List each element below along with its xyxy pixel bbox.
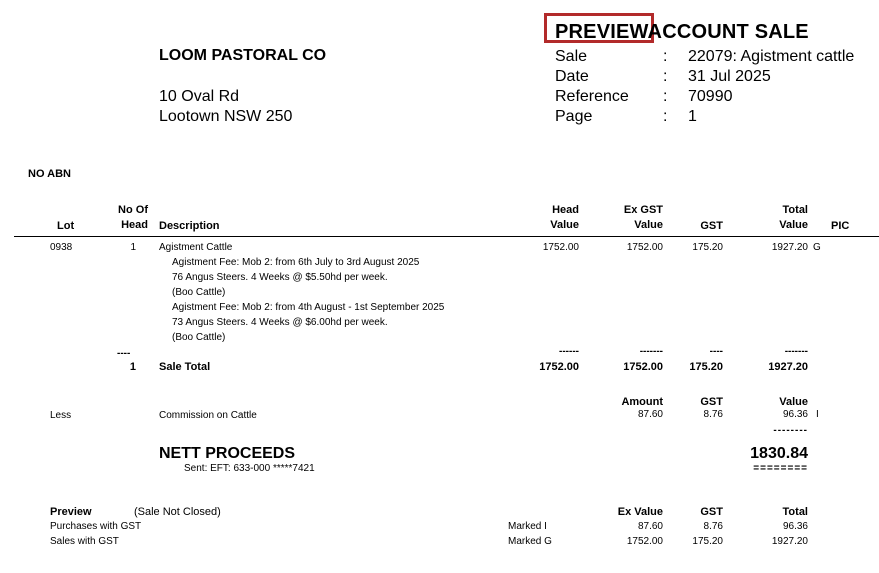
total-gst: 175.20: [689, 361, 723, 373]
less-col-gst: GST: [700, 396, 723, 408]
meta-value-page: 1: [688, 108, 697, 125]
less-gst: 8.76: [703, 409, 723, 420]
dash-ex-gst: -------: [639, 346, 663, 357]
total-head-value: 1752.00: [539, 361, 579, 373]
dash-gst: ----: [709, 346, 723, 357]
preview-word: PREVIEW: [555, 21, 648, 43]
row-head-value: 1752.00: [542, 242, 579, 253]
row-lot: 0938: [50, 242, 73, 253]
col-lot: Lot: [57, 220, 75, 232]
col-ex-gst-1: Ex GST: [623, 204, 663, 216]
meta-label-date: Date: [555, 68, 589, 85]
nett-sent: Sent: EFT: 633-000 *****7421: [184, 463, 315, 474]
summary-row-gst: 175.20: [692, 536, 723, 547]
dash-head-value: ------: [559, 346, 579, 357]
less-value: 96.36: [782, 409, 808, 420]
summary-title: Preview: [50, 506, 92, 518]
summary-row-marked: Marked I: [508, 521, 547, 532]
meta-value-reference: 70990: [688, 88, 733, 105]
title-rest: ACCOUNT SALE: [647, 21, 809, 43]
summary-col-ex-value: Ex Value: [617, 506, 663, 518]
meta-sep: :: [663, 108, 668, 125]
sale-total-label: Sale Total: [159, 361, 211, 373]
summary-row-total: 1927.20: [771, 536, 808, 547]
nett-amount: 1830.84: [750, 445, 808, 462]
col-total-1: Total: [782, 204, 808, 216]
abn-label: NO ABN: [28, 168, 71, 180]
summary-status: (Sale Not Closed): [134, 506, 221, 518]
col-description: Description: [159, 220, 220, 232]
total-total: 1927.20: [768, 361, 808, 373]
summary-col-total: Total: [782, 506, 808, 518]
company-name: LOOM PASTORAL CO: [159, 47, 327, 64]
summary-row-ex-value: 87.60: [637, 521, 663, 532]
summary-row-label: Purchases with GST: [50, 521, 142, 532]
meta-label-reference: Reference: [555, 88, 629, 105]
less-flag: I: [816, 409, 819, 420]
col-pic: PIC: [831, 220, 850, 232]
less-dashes: --------: [773, 425, 808, 436]
meta-value-date: 31 Jul 2025: [688, 68, 771, 85]
nett-label: NETT PROCEEDS: [159, 445, 296, 462]
nett-double-rule: ========: [753, 463, 808, 474]
summary-row-gst: 8.76: [703, 521, 723, 532]
row-description: Agistment Cattle: [159, 242, 233, 253]
address-line-2: Lootown NSW 250: [159, 108, 293, 125]
dash-head: ----: [117, 348, 131, 359]
address-line-1: 10 Oval Rd: [159, 88, 240, 105]
summary-row-total: 96.36: [782, 521, 808, 532]
col-no-of: No Of: [118, 204, 148, 216]
less-label: Less: [50, 410, 72, 421]
col-gst: GST: [700, 220, 723, 232]
detail-line: Agistment Fee: Mob 2: from 4th August - 1st September 2025: [172, 302, 445, 313]
row-ex-gst: 1752.00: [626, 242, 663, 253]
total-ex-gst: 1752.00: [623, 361, 663, 373]
detail-line: (Boo Cattle): [172, 287, 226, 298]
less-description: Commission on Cattle: [159, 410, 257, 421]
detail-line: Agistment Fee: Mob 2: from 6th July to 3rd August 2025: [172, 257, 420, 268]
dash-total: -------: [784, 346, 808, 357]
row-flag: G: [813, 242, 821, 253]
less-amount: 87.60: [637, 409, 663, 420]
meta-sep: :: [663, 88, 668, 105]
col-total-2: Value: [779, 219, 808, 231]
less-col-value: Value: [779, 396, 808, 408]
col-head-value-2: Value: [550, 219, 579, 231]
col-head-value-1: Head: [552, 204, 579, 216]
meta-value-sale: 22079: Agistment cattle: [688, 48, 855, 65]
row-head: 1: [130, 242, 136, 253]
meta-label-sale: Sale: [555, 48, 588, 65]
col-ex-gst-2: Value: [634, 219, 663, 231]
detail-line: (Boo Cattle): [172, 332, 226, 343]
detail-line: 73 Angus Steers. 4 Weeks @ $6.00hd per week.: [172, 317, 388, 328]
col-head: Head: [121, 219, 148, 231]
detail-line: 76 Angus Steers. 4 Weeks @ $5.50hd per week.: [172, 272, 388, 283]
meta-label-page: Page: [555, 108, 593, 125]
meta-sep: :: [663, 48, 668, 65]
row-gst: 175.20: [692, 242, 723, 253]
summary-row-ex-value: 1752.00: [626, 536, 663, 547]
less-col-amount: Amount: [621, 396, 663, 408]
document-title: [555, 21, 809, 44]
meta-sep: :: [663, 68, 668, 85]
summary-row-label: Sales with GST: [50, 536, 119, 547]
summary-row-marked: Marked G: [508, 536, 552, 547]
summary-col-gst: GST: [700, 506, 723, 518]
header-rule: [14, 236, 879, 237]
row-total: 1927.20: [771, 242, 808, 253]
total-head: 1: [129, 361, 136, 373]
